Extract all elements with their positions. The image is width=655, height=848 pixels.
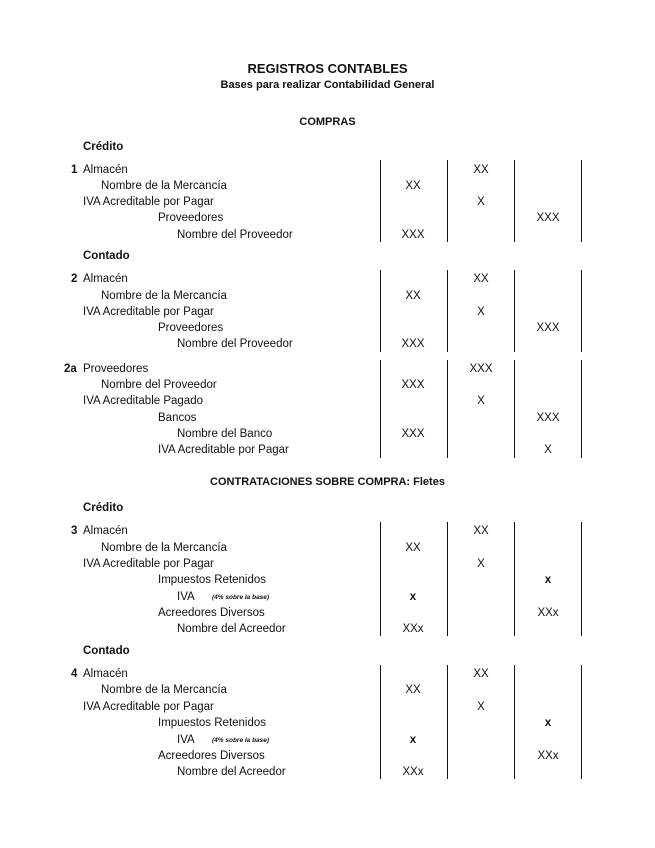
sub-account-name: Nombre de la Mercancía — [101, 180, 227, 192]
account-name: Proveedores — [83, 363, 149, 375]
credit-account-name: Proveedores — [158, 212, 224, 224]
amount-partial: x — [409, 734, 417, 746]
column-divider — [514, 160, 515, 242]
amount-credit: XXx — [537, 750, 559, 762]
column-divider — [447, 522, 448, 636]
amount-debit: XX — [473, 525, 489, 537]
amount-credit: x — [544, 717, 552, 729]
account-name: Almacén — [83, 164, 128, 176]
tax-rate-note: (4% sobre la base) — [212, 737, 270, 744]
amount-partial: XXX — [401, 379, 425, 391]
amount-debit: XX — [473, 668, 489, 680]
amount-debit: X — [477, 701, 485, 713]
credit-account-name: Acreedores Diversos — [158, 750, 265, 762]
column-divider — [581, 522, 582, 636]
amount-partial: x — [409, 591, 417, 603]
account-name: IVA Acreditable Pagado — [83, 395, 203, 407]
column-divider — [447, 360, 448, 458]
sub-account-name: Nombre de la Mercancía — [101, 290, 227, 302]
document-subtitle: Bases para realizar Contabilidad General — [220, 79, 435, 91]
account-name: IVA Acreditable por Pagar — [83, 306, 214, 318]
credit-account-name: IVA Acreditable por Pagar — [158, 444, 289, 456]
amount-credit: XXX — [536, 412, 560, 424]
column-divider — [447, 160, 448, 242]
amount-credit: X — [544, 444, 552, 456]
column-divider — [380, 665, 381, 779]
credit-account-name: Bancos — [158, 412, 197, 424]
tax-rate-note: (4% sobre la base) — [212, 594, 270, 601]
column-divider — [581, 160, 582, 242]
column-divider — [514, 665, 515, 779]
sub-account-name: Nombre de la Mercancía — [101, 542, 227, 554]
section-heading-fletes: CONTRATACIONES SOBRE COMPRA: Fletes — [210, 476, 445, 488]
amount-partial: XX — [405, 684, 421, 696]
column-divider — [447, 665, 448, 779]
account-name: Almacén — [83, 668, 128, 680]
column-divider — [380, 160, 381, 242]
amount-partial: XXx — [402, 623, 424, 635]
amount-partial: XXX — [401, 338, 425, 350]
credit-account-name: Impuestos Retenidos — [158, 717, 267, 729]
amount-debit: X — [477, 306, 485, 318]
amount-debit: XX — [473, 164, 489, 176]
amount-debit: X — [477, 196, 485, 208]
column-divider — [380, 270, 381, 352]
column-divider — [581, 360, 582, 458]
amount-partial: XXx — [402, 766, 424, 778]
sub-account-name: IVA — [177, 591, 195, 603]
sub-account-name: Nombre del Acreedor — [177, 766, 286, 778]
amount-partial: XXX — [401, 428, 425, 440]
amount-partial: XXX — [401, 229, 425, 241]
amount-partial: XX — [405, 180, 421, 192]
account-name: IVA Acreditable por Pagar — [83, 701, 214, 713]
amount-partial: XX — [405, 290, 421, 302]
section-heading-compras: COMPRAS — [299, 116, 356, 128]
column-divider — [447, 270, 448, 352]
account-name: Almacén — [83, 273, 128, 285]
credit-account-name: Acreedores Diversos — [158, 607, 265, 619]
entry-number: 2a — [64, 363, 77, 375]
column-divider — [380, 522, 381, 636]
column-divider — [514, 522, 515, 636]
amount-credit: XXx — [537, 607, 559, 619]
block-label-contado: Contado — [83, 645, 130, 657]
document-title: REGISTROS CONTABLES — [247, 61, 408, 76]
sub-account-name: Nombre del Proveedor — [177, 338, 293, 350]
sub-account-name: Nombre del Banco — [177, 428, 273, 440]
column-divider — [581, 270, 582, 352]
amount-credit: XXX — [536, 212, 560, 224]
amount-debit: X — [477, 395, 485, 407]
column-divider — [514, 270, 515, 352]
column-divider — [380, 360, 381, 458]
amount-debit: XXX — [469, 363, 493, 375]
column-divider — [514, 360, 515, 458]
credit-account-name: Impuestos Retenidos — [158, 574, 267, 586]
block-label-credito: Crédito — [83, 502, 124, 514]
amount-debit: XX — [473, 273, 489, 285]
block-label-credito: Crédito — [83, 141, 124, 153]
sub-account-name: Nombre del Acreedor — [177, 623, 286, 635]
sub-account-name: Nombre del Proveedor — [101, 379, 217, 391]
amount-debit: X — [477, 558, 485, 570]
amount-partial: XX — [405, 542, 421, 554]
column-divider — [581, 665, 582, 779]
entry-number: 1 — [71, 164, 78, 176]
entry-number: 3 — [71, 525, 78, 537]
account-name: IVA Acreditable por Pagar — [83, 196, 214, 208]
amount-credit: XXX — [536, 322, 560, 334]
account-name: IVA Acreditable por Pagar — [83, 558, 214, 570]
entry-number: 4 — [71, 668, 78, 680]
sub-account-name: Nombre de la Mercancía — [101, 684, 227, 696]
amount-credit: x — [544, 574, 552, 586]
account-name: Almacén — [83, 525, 128, 537]
block-label-contado: Contado — [83, 250, 130, 262]
entry-number: 2 — [71, 273, 78, 285]
sub-account-name: Nombre del Proveedor — [177, 229, 293, 241]
credit-account-name: Proveedores — [158, 322, 224, 334]
sub-account-name: IVA — [177, 734, 195, 746]
